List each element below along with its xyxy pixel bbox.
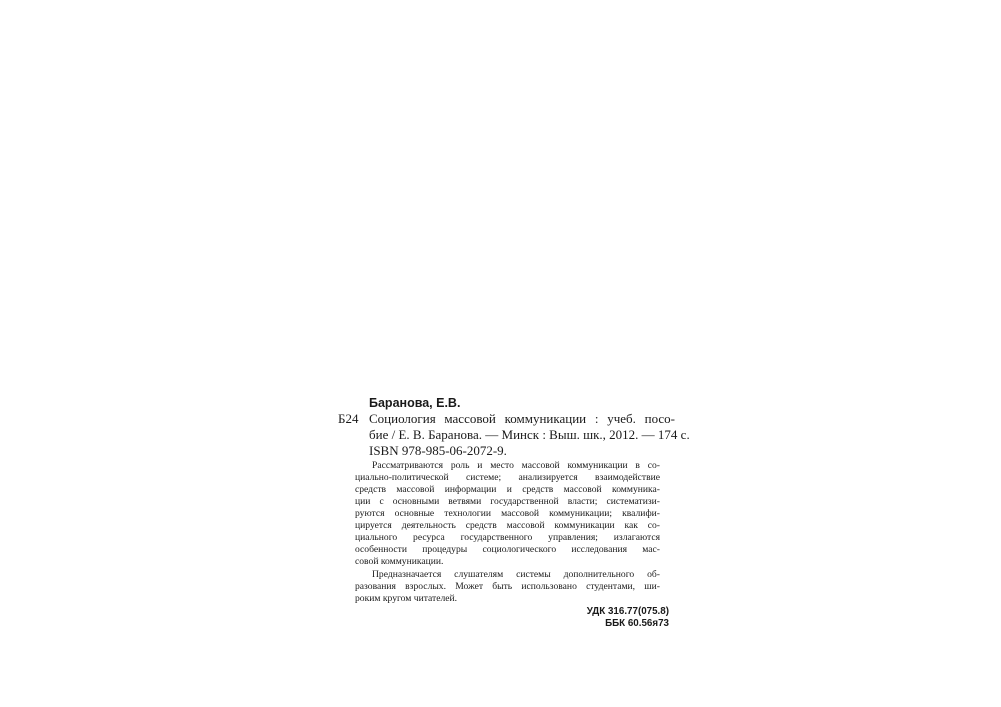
annotation-line: ции с основными ветвями государственной власти; систематизи- (355, 496, 660, 507)
annotation-line: руются основные технологии массовой коммуникации; квалифи- (355, 508, 660, 519)
annotation (355, 460, 660, 605)
annotation-line: Рассматриваются роль и место массовой коммуникации в со- (372, 460, 660, 471)
annotation-line: роким кругом читателей. (355, 593, 458, 604)
annotation-paragraph (355, 569, 660, 605)
record-line: ISBN 978-985-06-2072-9. (369, 443, 507, 458)
record-line: бие / Е. В. Баранова. — Минск : Выш. шк., 2012. — 174 с. (369, 427, 690, 442)
udc-code: УДК 316.77(075.8) (586, 606, 669, 617)
shelf-code: Б24 (338, 411, 359, 426)
annotation-line: совой коммуникации. (355, 556, 444, 567)
annotation-line: цируется деятельность средств массовой коммуникации как со- (355, 520, 660, 531)
classification-codes (587, 606, 669, 630)
annotation-line: циального ресурса государственного управления; излагаются (355, 532, 660, 543)
annotation-line: особенности процедуры социологического исследования мас- (355, 544, 660, 555)
record-line: Социология массовой коммуникации : учеб. посо- (369, 411, 675, 426)
bibliographic-record (369, 411, 690, 459)
annotation-line: циально-политической системе; анализируется взаимодействие (355, 472, 660, 483)
annotation-paragraph (355, 460, 660, 568)
annotation-line: средств массовой информации и средств массовой коммуника- (355, 484, 660, 495)
annotation-line: разования взрослых. Может быть использовано студентами, ши- (355, 581, 660, 592)
author-heading: Баранова, Е.В. (369, 396, 461, 410)
bbk-code: ББК 60.56я73 (605, 618, 669, 629)
annotation-line: Предназначается слушателям системы дополнительного об- (372, 569, 660, 580)
